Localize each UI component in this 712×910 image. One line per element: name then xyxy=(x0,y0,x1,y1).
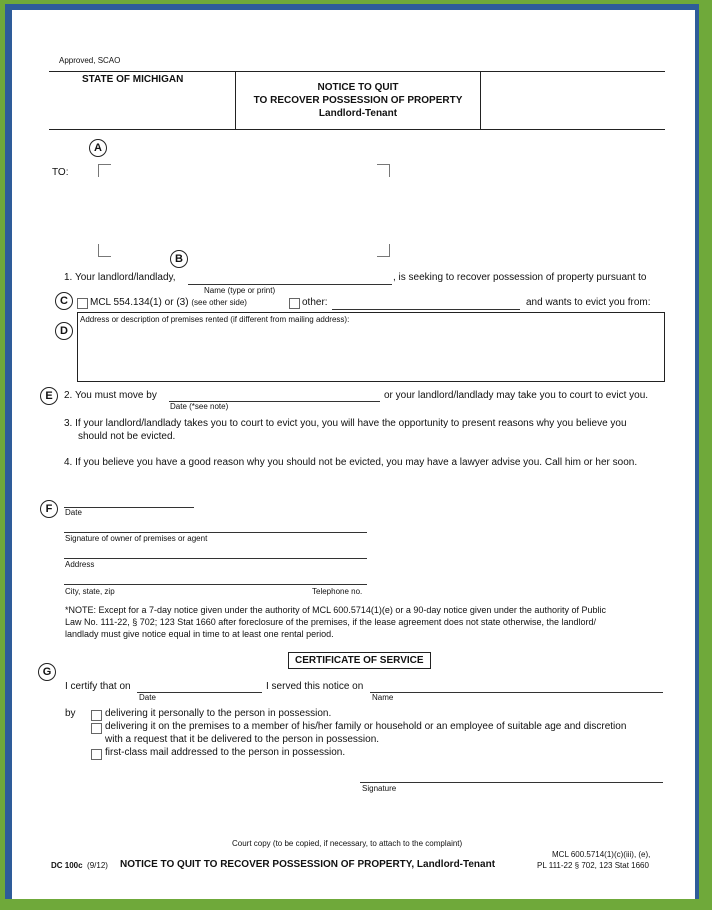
served-name-field[interactable] xyxy=(370,692,663,693)
header-divider-right xyxy=(480,71,481,129)
sign-date-caption: Date xyxy=(65,508,82,517)
server-signature-field[interactable] xyxy=(360,782,663,783)
evict-text: and wants to evict you from: xyxy=(526,297,651,308)
state-label: STATE OF MICHIGAN xyxy=(82,74,184,85)
marker-b: B xyxy=(170,250,188,268)
move-date-caption: Date (*see note) xyxy=(170,402,229,411)
notice-to-quit-form xyxy=(12,10,695,899)
premises-address-caption: Address or description of premises rented (if different from mailing address): xyxy=(80,315,350,324)
sign-date-field[interactable] xyxy=(64,507,194,508)
premises-delivery-checkbox[interactable] xyxy=(91,723,102,734)
item3-line1: 3. If your landlord/landlady takes you to court to evict you, you will have the opportunity to present reasons why you believe you xyxy=(64,418,627,429)
footer-citation-1: MCL 600.5714(1)(c)(iii), (e), xyxy=(552,850,651,859)
header-bottom-rule xyxy=(49,129,665,130)
to-label: TO: xyxy=(52,167,69,178)
premises-delivery-line2: with a request that it be delivered to the person in possession. xyxy=(105,734,380,745)
mail-delivery-checkbox[interactable] xyxy=(91,749,102,760)
premises-delivery-line1: delivering it on the premises to a member of his/her family or household or an employee of suitable age and discretion xyxy=(105,721,627,732)
item2-suffix: or your landlord/landlady may take you to court to evict you. xyxy=(384,390,649,401)
service-date-caption: Date xyxy=(139,693,156,702)
marker-e: E xyxy=(40,387,58,405)
footer-citation-2: PL 111-22 § 702, 123 Stat 1660 xyxy=(537,861,649,870)
item2-prefix: 2. You must move by xyxy=(64,390,157,401)
telephone-caption: Telephone no. xyxy=(312,587,363,596)
served-label: I served this notice on xyxy=(266,681,364,692)
recipient-address-area[interactable] xyxy=(102,172,387,250)
marker-a: A xyxy=(89,139,107,157)
mcl-checkbox[interactable] xyxy=(77,298,88,309)
item1-prefix: 1. Your landlord/landlady, xyxy=(64,272,176,283)
by-label: by xyxy=(65,708,76,719)
approved-label: Approved, SCAO xyxy=(59,56,121,65)
other-field[interactable] xyxy=(332,309,520,310)
item4-text: 4. If you believe you have a good reason why you should not be evicted, you may have a lawyer advise you. Call him or her soon. xyxy=(64,457,638,468)
item3-line2: should not be evicted. xyxy=(78,431,176,442)
address-field[interactable] xyxy=(64,558,367,559)
other-checkbox[interactable] xyxy=(289,298,300,309)
marker-g: G xyxy=(38,663,56,681)
form-title-line1: NOTICE TO QUIT xyxy=(317,82,399,93)
served-name-caption: Name xyxy=(372,693,394,702)
city-caption: City, state, zip xyxy=(65,587,115,596)
address-caption: Address xyxy=(65,560,95,569)
other-label: other: xyxy=(302,297,328,308)
court-copy-note: Court copy (to be copied, if necessary, to attach to the complaint) xyxy=(232,839,463,848)
certify-label: I certify that on xyxy=(65,681,131,692)
item1-suffix: , is seeking to recover possession of property pursuant to xyxy=(393,272,647,283)
note-line3: landlady must give notice equal in time to at least one rental period. xyxy=(65,629,334,639)
marker-c: C xyxy=(55,292,73,310)
city-phone-field[interactable] xyxy=(64,584,367,585)
landlord-name-field[interactable] xyxy=(188,284,392,285)
certificate-title: CERTIFICATE OF SERVICE xyxy=(288,652,431,669)
footer-form-title: NOTICE TO QUIT TO RECOVER POSSESSION OF PROPERTY, Landlord-Tenant xyxy=(120,859,496,870)
owner-signature-caption: Signature of owner of premises or agent xyxy=(65,534,208,543)
personal-delivery-checkbox[interactable] xyxy=(91,710,102,721)
marker-f: F xyxy=(40,500,58,518)
header-top-rule xyxy=(49,71,665,72)
owner-signature-field[interactable] xyxy=(64,532,367,533)
personal-delivery-label: delivering it personally to the person in possession. xyxy=(105,708,332,719)
form-title-line3: Landlord-Tenant xyxy=(318,108,398,119)
form-title-line2: TO RECOVER POSSESSION OF PROPERTY xyxy=(253,95,463,106)
note-line2: Law No. 111-22, § 702; 123 Stat 1660 after foreclosure of the premises, if the lease agreement does not state otherwise, the landlord/ xyxy=(65,617,596,627)
server-signature-caption: Signature xyxy=(362,784,397,793)
mcl-option: MCL 554.134(1) or (3) (see other side) xyxy=(90,297,247,308)
form-number: DC 100c (9/12) xyxy=(51,861,108,870)
landlord-name-caption: Name (type or print) xyxy=(204,286,276,295)
mail-delivery-label: first-class mail addressed to the person in possession. xyxy=(105,747,346,758)
marker-d: D xyxy=(55,322,73,340)
note-line1: *NOTE: Except for a 7-day notice given under the authority of MCL 600.5714(1)(e) or a 90-day notice given under the authority of Public xyxy=(65,605,606,615)
